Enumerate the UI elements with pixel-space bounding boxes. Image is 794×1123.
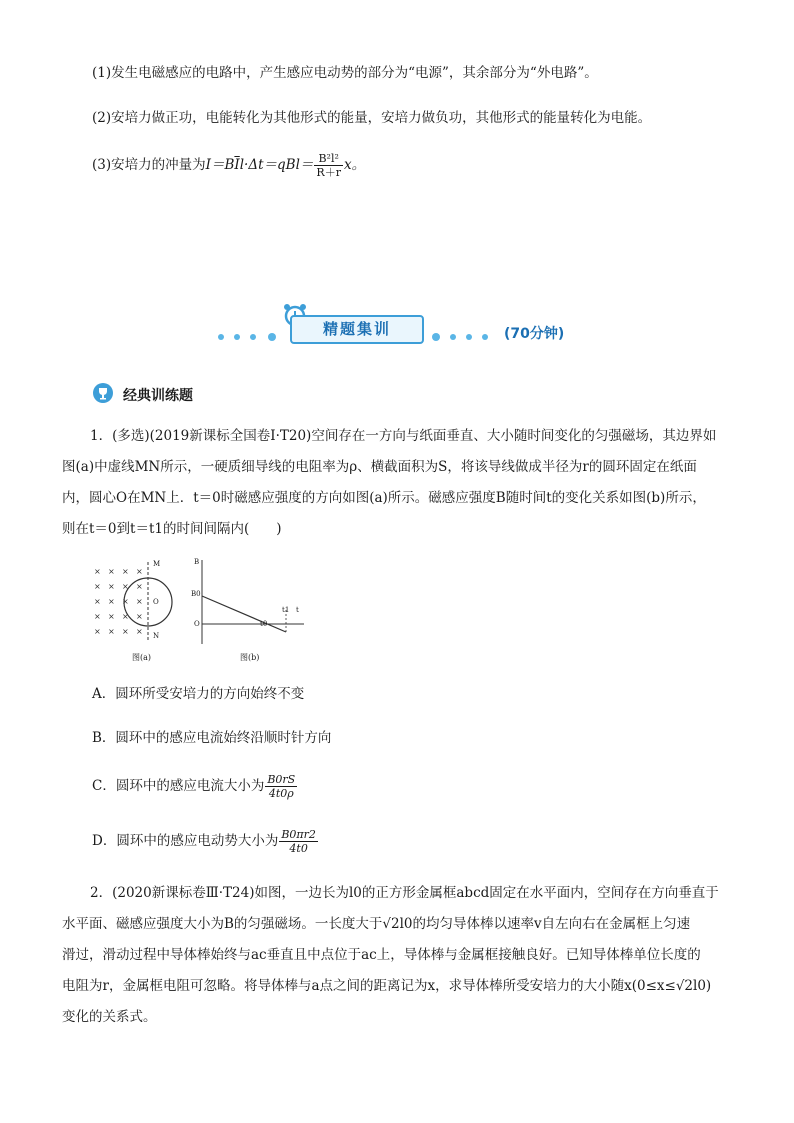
- figure-a-caption: 图(a): [132, 653, 152, 662]
- question-1-line: 内，圆心O在MN上．t＝0时磁感应强度的方向如图(a)所示。磁感应强度B随时间t的变化关系如图(b)所示，: [62, 490, 706, 506]
- label-n: N: [153, 632, 160, 640]
- banner-duration: (70分钟): [504, 326, 565, 342]
- svg-text:×: ×: [122, 582, 129, 591]
- banner-dot: [466, 334, 472, 340]
- section-banner: [216, 303, 596, 347]
- question-1-line: 1．(多选)(2019新课标全国卷Ⅰ·T20)空间存在一方向与纸面垂直、大小随时间变化的匀强磁场，其边界如: [90, 428, 717, 444]
- impulse-formula: I＝B: [205, 157, 235, 173]
- question-1-line: 图(a)中虚线MN所示，一硬质细导线的电阻率为ρ、横截面积为S，将该导线做成半径为r的圆环固定在纸面: [62, 459, 697, 475]
- svg-text:×: ×: [136, 597, 143, 606]
- option-b: B．圆环中的感应电流始终沿顺时针方向: [92, 730, 332, 746]
- banner-dot: [482, 334, 488, 340]
- svg-text:×: ×: [94, 612, 101, 621]
- fraction-numerator: B²l²: [314, 152, 343, 166]
- svg-text:×: ×: [122, 612, 129, 621]
- svg-text:×: ×: [94, 627, 101, 636]
- option-c-numerator: B0rS: [267, 773, 296, 786]
- point-3: [92, 152, 365, 179]
- figure-b-caption: 图(b): [240, 653, 260, 662]
- option-c-denominator: 4t0ρ: [268, 787, 294, 800]
- banner-dot: [234, 334, 240, 340]
- label-t1: t1: [282, 606, 290, 614]
- svg-text:×: ×: [136, 627, 143, 636]
- label-o: O: [153, 598, 159, 606]
- svg-text:×: ×: [94, 567, 101, 576]
- sub-heading-label: 经典训练题: [123, 388, 193, 404]
- point-1: (1)发生电磁感应的电路中，产生感应电动势的部分为“电源”，其余部分为“外电路”。: [92, 65, 598, 81]
- label-t: t: [296, 606, 299, 614]
- question-1: [62, 421, 730, 545]
- banner-dot: [450, 334, 456, 340]
- label-t0: t0: [260, 620, 268, 628]
- option-c-fraction: [265, 773, 297, 800]
- option-d: [92, 828, 319, 855]
- svg-text:×: ×: [136, 612, 143, 621]
- impulse-fraction: [314, 152, 343, 179]
- question-2-line: 水平面、磁感应强度大小为B的匀强磁场。一长度大于√2l0的均匀导体棒以速率v自左向右在金属框上匀速: [62, 916, 691, 932]
- impulse-formula-rest: l·Δt＝qBl＝: [239, 157, 314, 173]
- average-current: $\overline{I}$: [234, 157, 240, 173]
- figure-drawing: [90, 558, 320, 670]
- banner-title: 精题集训: [290, 315, 424, 344]
- svg-text:×: ×: [94, 582, 101, 591]
- option-d-denominator: 4t0: [289, 842, 308, 855]
- option-d-numerator: B0πr2: [281, 828, 316, 841]
- question-2-line: 2．(2020新课标卷Ⅲ·T24)如图，一边长为l0的正方形金属框abcd固定在水平面内，空间存在方向垂直于: [90, 885, 719, 901]
- svg-text:×: ×: [122, 597, 129, 606]
- point-3-suffix: x。: [343, 157, 366, 173]
- option-d-fraction: [279, 828, 318, 855]
- banner-dot: [268, 333, 276, 341]
- question-2-line: 电阻为r，金属框电阻可忽略。将导体棒与a点之间的距离记为x，求导体棒所受安培力的大小随x(0≤x≤√2l0): [62, 978, 712, 994]
- label-b0: B0: [191, 590, 201, 598]
- question-2: [62, 878, 730, 1033]
- option-d-prefix: D．圆环中的感应电动势大小为: [92, 833, 279, 849]
- fraction-denominator: R＋r: [316, 166, 341, 179]
- question-1-line: 则在t＝0到t＝t1的时间间隔内( ): [62, 521, 282, 537]
- option-c: [92, 773, 298, 800]
- banner-dot: [218, 334, 224, 340]
- svg-text:×: ×: [108, 597, 115, 606]
- point-3-prefix: (3)安培力的冲量为: [92, 157, 206, 173]
- svg-text:×: ×: [108, 627, 115, 636]
- point-2: (2)安培力做正功，电能转化为其他形式的能量，安培力做负功，其他形式的能量转化为电能。: [92, 110, 652, 126]
- label-m: M: [153, 560, 161, 568]
- banner-dot: [432, 333, 440, 341]
- svg-text:×: ×: [136, 582, 143, 591]
- question-1-figure: [90, 558, 320, 670]
- question-2-line: 变化的关系式。: [62, 1009, 157, 1025]
- svg-text:×: ×: [108, 567, 115, 576]
- svg-text:×: ×: [94, 597, 101, 606]
- svg-text:×: ×: [108, 612, 115, 621]
- trophy-icon: [93, 383, 113, 403]
- label-origin: O: [194, 620, 200, 628]
- svg-text:×: ×: [122, 627, 129, 636]
- question-2-line: 滑过，滑动过程中导体棒始终与ac垂直且中点位于ac上，导体棒与金属框接触良好。已知导体棒单位长度的: [62, 947, 701, 963]
- svg-text:×: ×: [108, 582, 115, 591]
- option-c-prefix: C．圆环中的感应电流大小为: [92, 778, 265, 794]
- option-a: A．圆环所受安培力的方向始终不变: [92, 686, 305, 702]
- label-b: B: [194, 558, 200, 566]
- svg-text:×: ×: [122, 567, 129, 576]
- svg-text:×: ×: [136, 567, 143, 576]
- banner-dot: [250, 334, 256, 340]
